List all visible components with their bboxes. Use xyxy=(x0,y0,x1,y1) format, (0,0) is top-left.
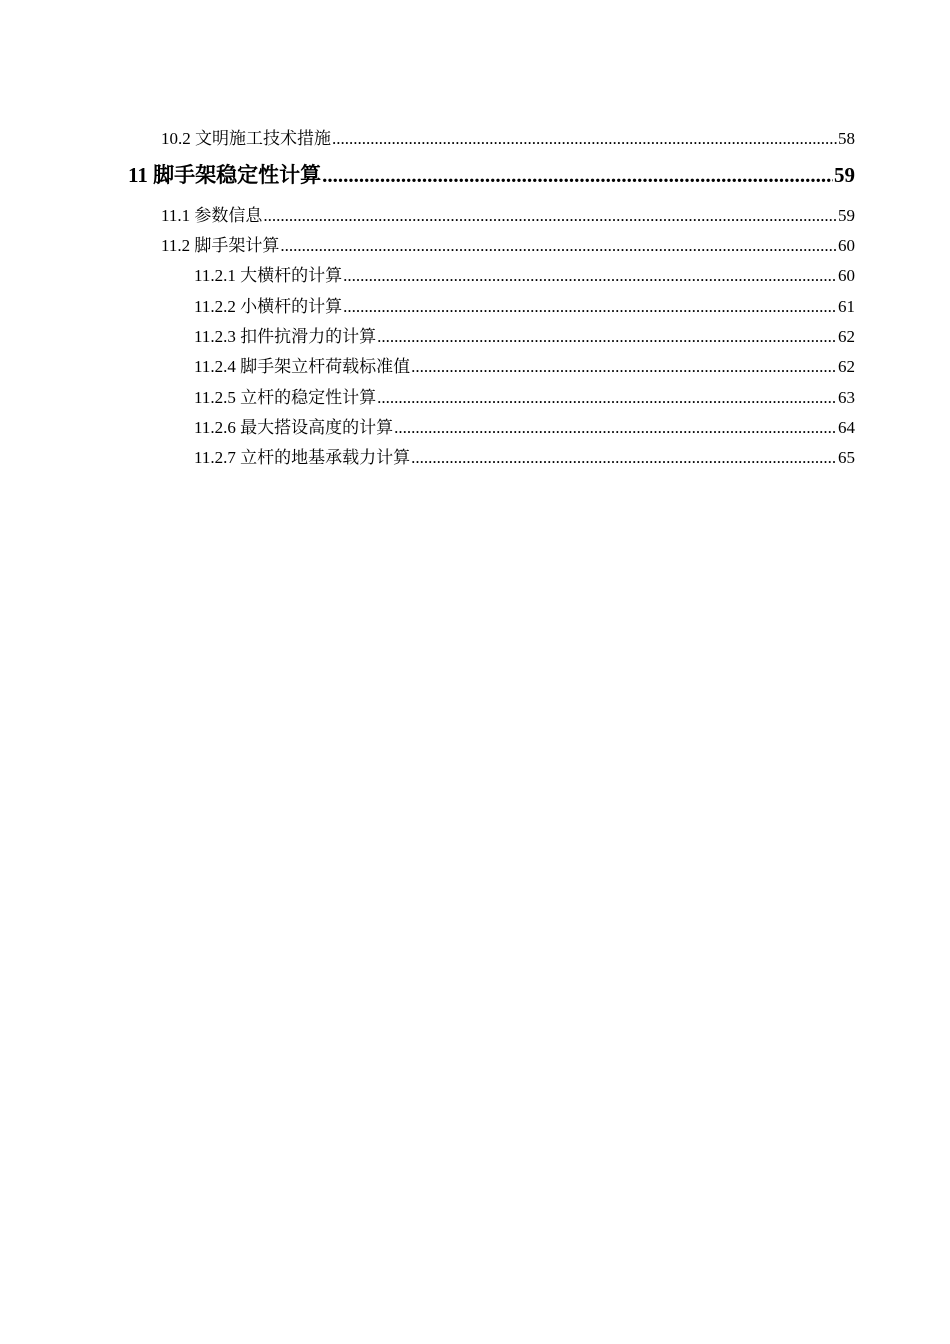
toc-page-number: 65 xyxy=(838,448,855,467)
toc-entry-11-2[interactable] xyxy=(161,231,855,255)
toc-entry-title: 11.2.3 扣件抗滑力的计算 xyxy=(194,327,377,346)
toc-entry-title: 11.2.1 大横杆的计算 xyxy=(194,266,343,285)
toc-entry-11-2-6[interactable] xyxy=(194,413,855,437)
toc-entry-title: 10.2 文明施工技术措施 xyxy=(161,129,331,148)
toc-entry-title: 11.2.2 小横杆的计算 xyxy=(194,297,343,316)
toc-page-number: 61 xyxy=(838,297,855,316)
toc-entry-11-2-5[interactable] xyxy=(194,383,855,407)
toc-entry-11-2-1[interactable] xyxy=(194,261,855,285)
toc-entry-title: 11 脚手架稳定性计算 xyxy=(128,163,322,187)
toc-entry-title: 11.2.5 立杆的稳定性计算 xyxy=(194,388,377,407)
toc-page-number: 62 xyxy=(838,357,855,376)
toc-entry-10-2[interactable] xyxy=(161,124,855,148)
toc-dot-leader xyxy=(411,448,837,468)
toc-entry-11[interactable] xyxy=(128,159,855,189)
toc-dot-leader xyxy=(343,297,837,317)
toc-page-number: 59 xyxy=(838,206,855,225)
toc-page-number: 59 xyxy=(834,163,855,187)
toc-entry-title: 11.2 脚手架计算 xyxy=(161,236,280,255)
toc-entry-11-1[interactable] xyxy=(161,201,855,225)
toc-page-number: 58 xyxy=(838,129,855,148)
toc-page-number: 63 xyxy=(838,388,855,407)
toc-dot-leader xyxy=(377,388,837,408)
toc-dot-leader xyxy=(377,327,837,347)
toc-dot-leader xyxy=(280,236,837,256)
toc-entry-11-2-3[interactable] xyxy=(194,322,855,346)
toc-page-number: 60 xyxy=(838,266,855,285)
toc-page-number: 60 xyxy=(838,236,855,255)
toc-dot-leader xyxy=(394,418,837,438)
toc-entry-11-2-4[interactable] xyxy=(194,352,855,376)
toc-entry-11-2-7[interactable] xyxy=(194,443,855,467)
toc-page-number: 64 xyxy=(838,418,855,437)
toc-entry-title: 11.2.6 最大搭设高度的计算 xyxy=(194,418,394,437)
toc-dot-leader xyxy=(343,266,837,286)
toc-dot-leader xyxy=(322,163,833,188)
toc-dot-leader xyxy=(263,206,837,226)
toc-page-number: 62 xyxy=(838,327,855,346)
toc-dot-leader xyxy=(332,129,837,149)
toc-entry-title: 11.2.4 脚手架立杆荷载标准值 xyxy=(194,357,411,376)
toc-entry-11-2-2[interactable] xyxy=(194,292,855,316)
toc-entry-title: 11.2.7 立杆的地基承载力计算 xyxy=(194,448,411,467)
toc-entry-title: 11.1 参数信息 xyxy=(161,206,263,225)
toc-dot-leader xyxy=(411,357,837,377)
